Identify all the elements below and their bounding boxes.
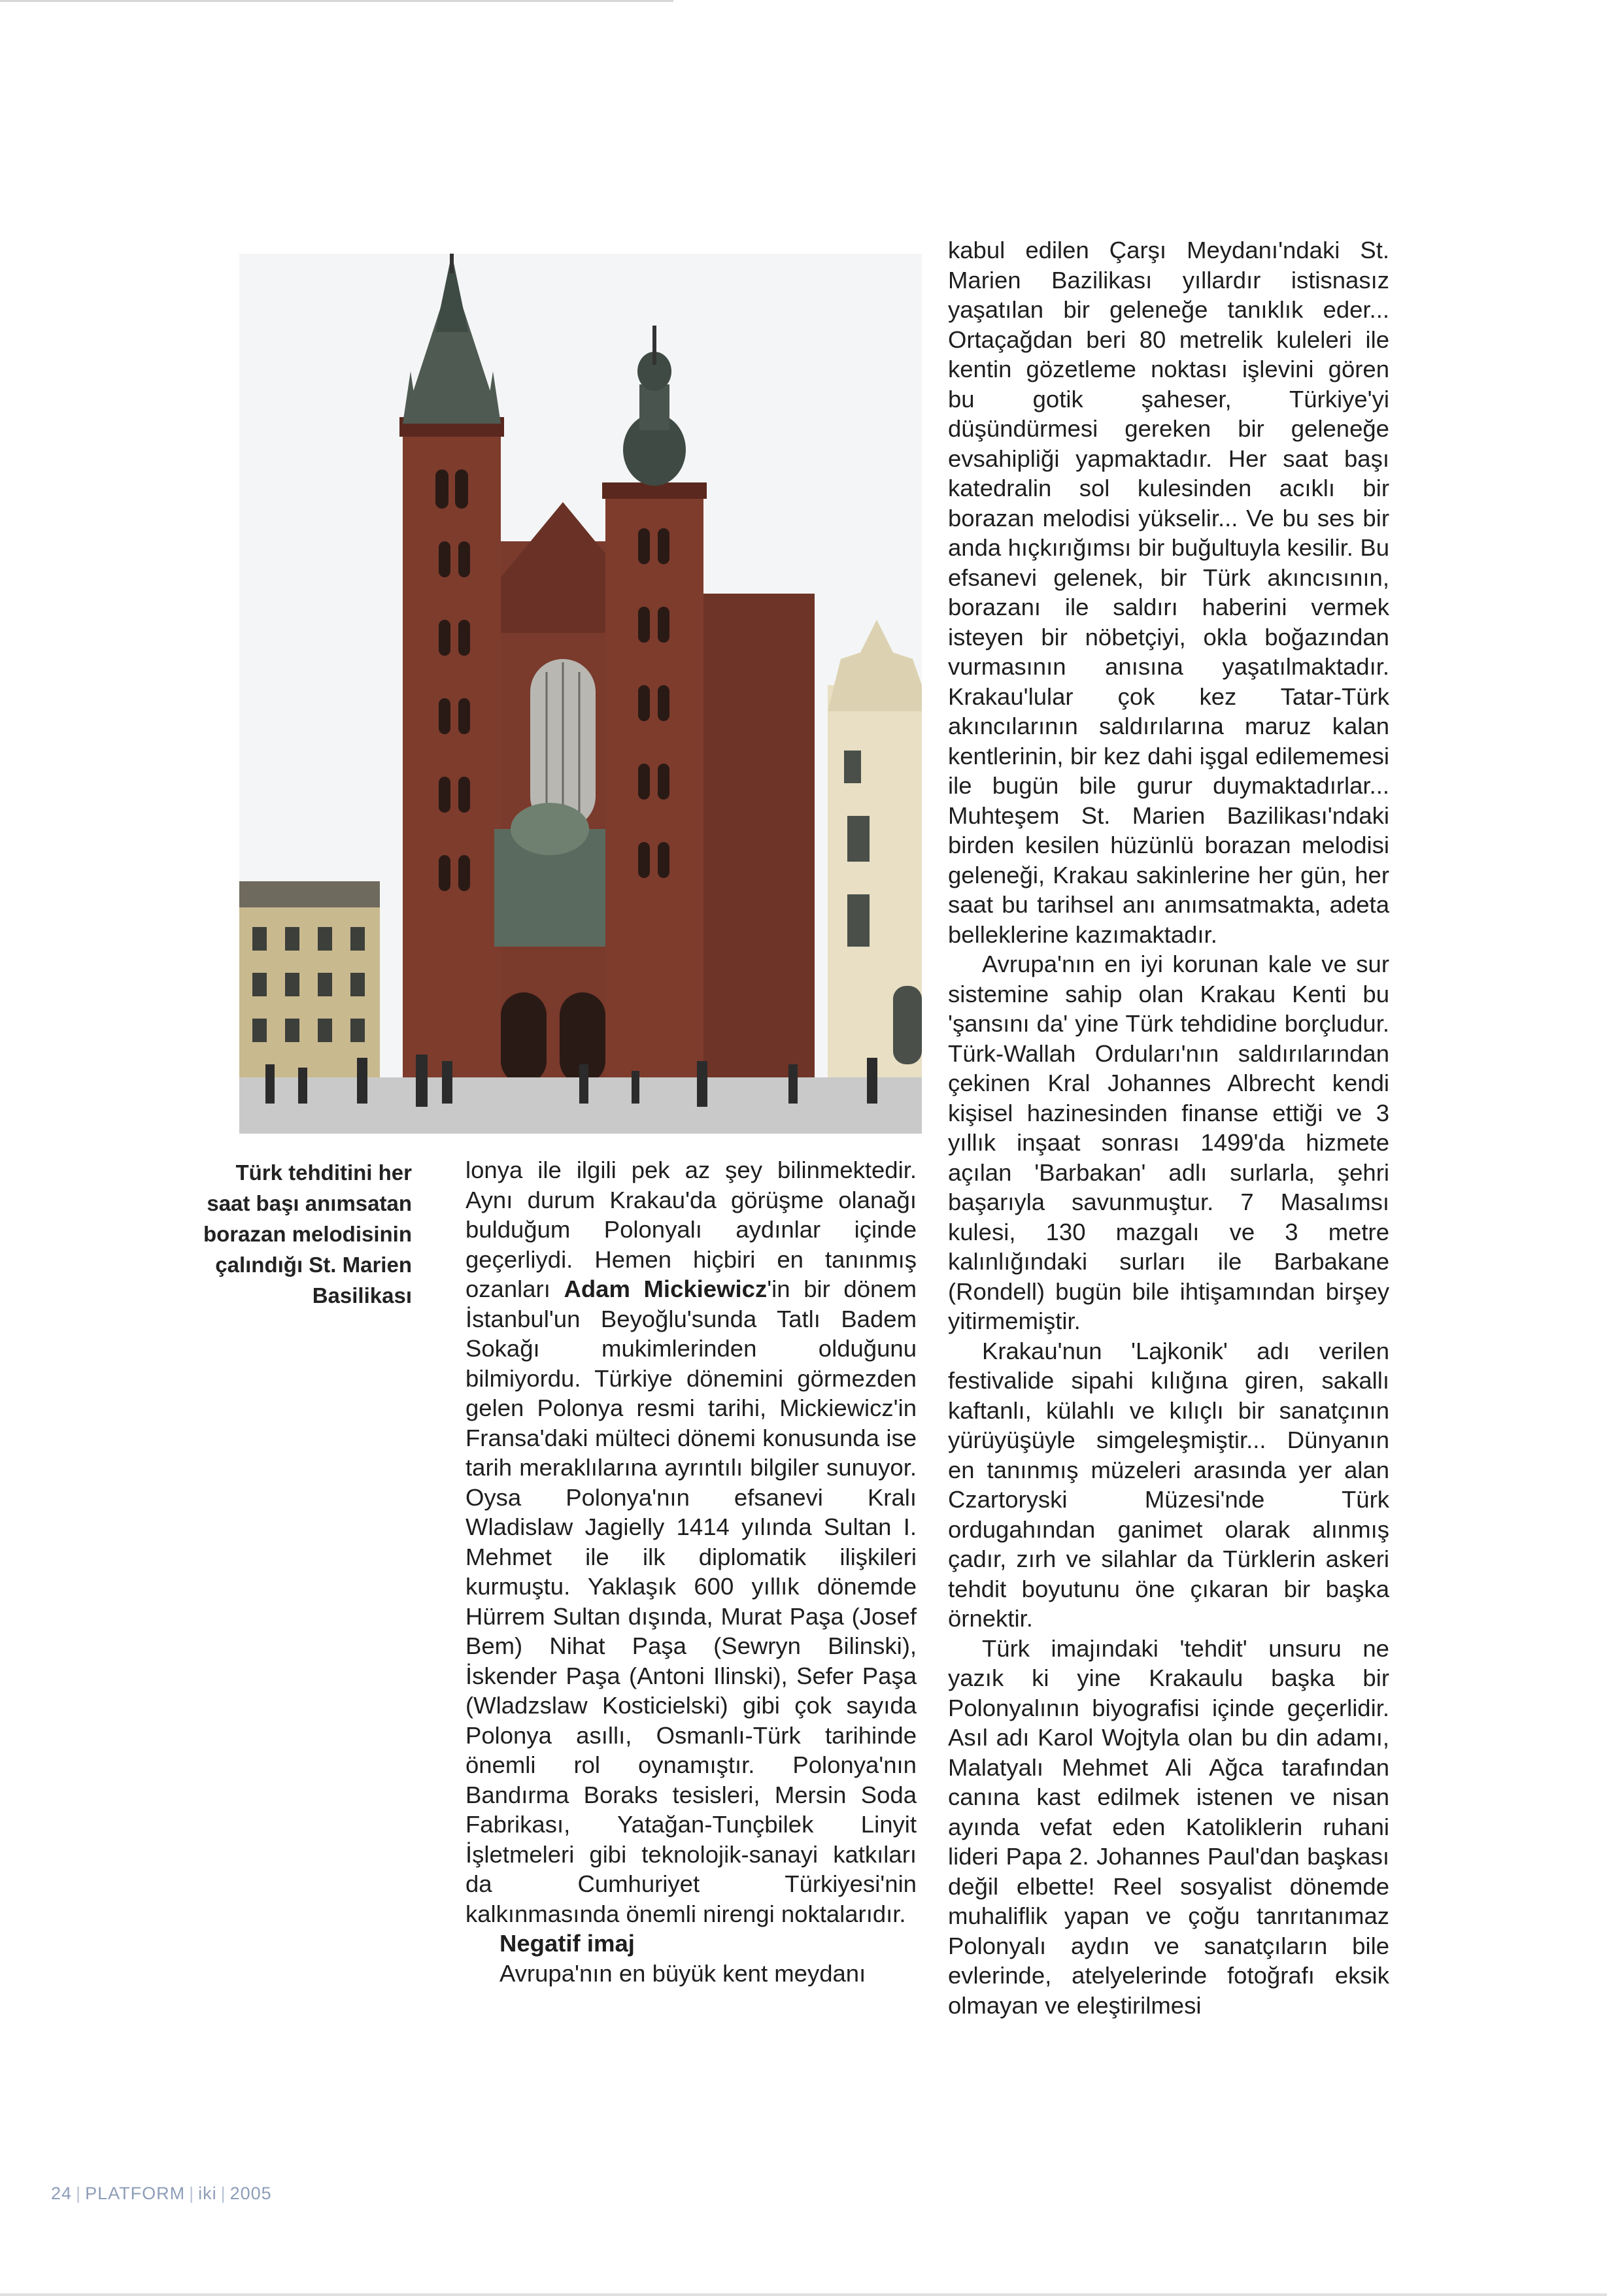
paragraph: Krakau'nun 'Lajkonik' adı verilen festivalide sipahi kılığına giren, sakallı kaftanlı, külahlı ve kılıçlı bir sanatçının yürüyüşüyle simgeleşmiştir... Dünyanın en tanınmış müzeleri arasında yer alan Czartoryski Müzesi'nde Türk ordugahından ganimet olarak alınmış çadır, zırh ve silahlar da Türklerin askeri tehdit boyutunu öne çıkaran bir başka örnektir. [948,1337,1389,1632]
person-name-bold: Adam Mickiewicz [564,1275,768,1302]
caption-line: Basilikası [312,1283,412,1308]
page-folio: 24 | PLATFORM | iki | 2005 [51,2184,272,2203]
caption-line: çalındığı St. Marien [215,1253,412,1277]
top-rule [0,0,673,2]
text-run: lonya ile ilgili pek az şey bilinmektedir. Aynı durum Krakau'da görüşme olanağı bulduğum Polonyalı aydınlar içinde geçerliydi. Hemen hiçbiri en tanınmış ozanları [465,1156,917,1302]
issue-label: iki [198,2184,217,2203]
page-number: 24 [51,2184,73,2203]
church-illustration [239,254,922,1134]
caption-line: saat başı anımsatan [207,1191,412,1215]
paragraph: Avrupa'nın en büyük kent meydanı [499,1959,866,1987]
magazine-name: PLATFORM [85,2184,186,2203]
paragraph: Türk imajındaki 'tehdit' unsuru ne yazık ki yine Krakaulu başka bir Polonyalının biyografisi içinde geçerlidir. Asıl adı Karol Wojtyla olan bu din adamı, Malatyalı Mehmet Ali Ağca tarafından canına kast edilmek istenen ve nisan ayında vefat eden Katoliklerin ruhani lideri Papa 2. Johannes Paul'dan başkası değil elbette! Reel sosyalist dönemde muhaliflik yapan ve çoğu tanrıtanımaz Polonyalı aydın ve sanatçıların bile evlerinde, atelyelerinde fotoğrafı eksik olmayan ve eleştirilmesi [948,1634,1389,2019]
caption-line: Türk tehditini her [235,1160,412,1185]
paragraph [465,1155,917,1929]
photo-caption [150,1157,412,1311]
paragraph: Avrupa'nın en iyi korunan kale ve sur sistemine sahip olan Krakau Kenti bu 'şansını da' yine Türk tehdidine borçludur. Türk-Wallah Orduları'nın saldırılarından çekinen Kral Johannes Albrecht kendi kişisel hazinesinden finanse ettiği ve 3 yıllık inşaat sonrası 1499'da hizmete açılan 'Barbakan' adlı surlarla, şehri başarıyla savunmuştur. 7 Masalımsı kulesi, 130 mazgalı ve 3 metre kalınlığındaki surları ile Barbakane (Rondell) bugün bile ihtişamından birşey yitirmemiştir. [948,951,1389,1334]
article-column-right [948,235,1389,2020]
issue-year: 2005 [229,2184,272,2203]
section-subheading: Negatif imaj [499,1930,635,1957]
bottom-rule [0,2293,1607,2296]
church-photo [239,254,922,1134]
article-column-middle [465,1155,917,1988]
paragraph: kabul edilen Çarşı Meydanı'ndaki St. Marien Bazilikası yıllardır istisnasız yaşatılan bir geleneğe tanıklık eder... Ortaçağdan beri 80 metrelik kuleleri ile kentin gözetleme noktası işlevini gören bu gotik şaheser, Türkiye'yi düşündürmesi gereken bir geleneğe evsahipliği yapmaktadır. Her saat başı katedralin sol kulesinden acıklı bir borazan melodisi yükselir... Ve bu ses bir anda hıçkırığımsı bir buğultuyla kesilir. Bu efsanevi gelenek, bir Türk akıncısının, borazanı ile saldırı haberini vermek isteyen bir nöbetçiyi, okla boğazından vurmasının anısına yaşatılmaktadır. Krakau'lular çok kez Tatar-Türk akıncılarının saldırılarına maruz kalan kentlerinin, bir kez dahi işgal edilememesi ile bugün bile gurur duymaktadırlar... Muhteşem St. Marien Bazilikası'ndaki birden kesilen hüzünlü borazan melodisi geleneği, Krakau sakinlerine her gün, her saat bu tarihsel anı anımsatmakta, adeta belleklerine kazımaktadır. [948,237,1389,948]
caption-line: borazan melodisinin [203,1222,412,1246]
text-run: 'in bir dönem İstanbul'un Beyoğlu'sunda Tatlı Badem Sokağı mukimlerinden olduğunu bilmiyordu. Türkiye dönemini görmezden gelen Polonya resmi tarihi, Mickiewicz'in Fransa'daki mülteci dönemi konusunda ise tarih meraklılarına ayrıntılı bilgiler sunuyor. Oysa Polonya'nın efsanevi Kralı Wladislaw Jagielly 1414 yılında Sultan I. Mehmet ile ilk diplomatik ilişkileri kurmuştu. Yaklaşık 600 yıllık dönemde Hürrem Sultan dışında, Murat Paşa (Josef Bem) Nihat Paşa (Sewryn Bilinski), İskender Paşa (Antoni Ilinski), Sefer Paşa (Wladzslaw Kosticielski) gibi çok sayıda Polonya asıllı, Osmanlı-Türk tarihinde önemli rol oynamıştır. Polonya'nın Bandırma Boraks tesisleri, Mersin Soda Fabrikası, Yatağan-Tunçbilek Linyit İşletmeleri gibi teknolojik-sanayi katkıları da Cumhuriyet Türkiyesi'nin kalkınmasında önemli nirengi noktalarıdır. [465,1275,917,1927]
